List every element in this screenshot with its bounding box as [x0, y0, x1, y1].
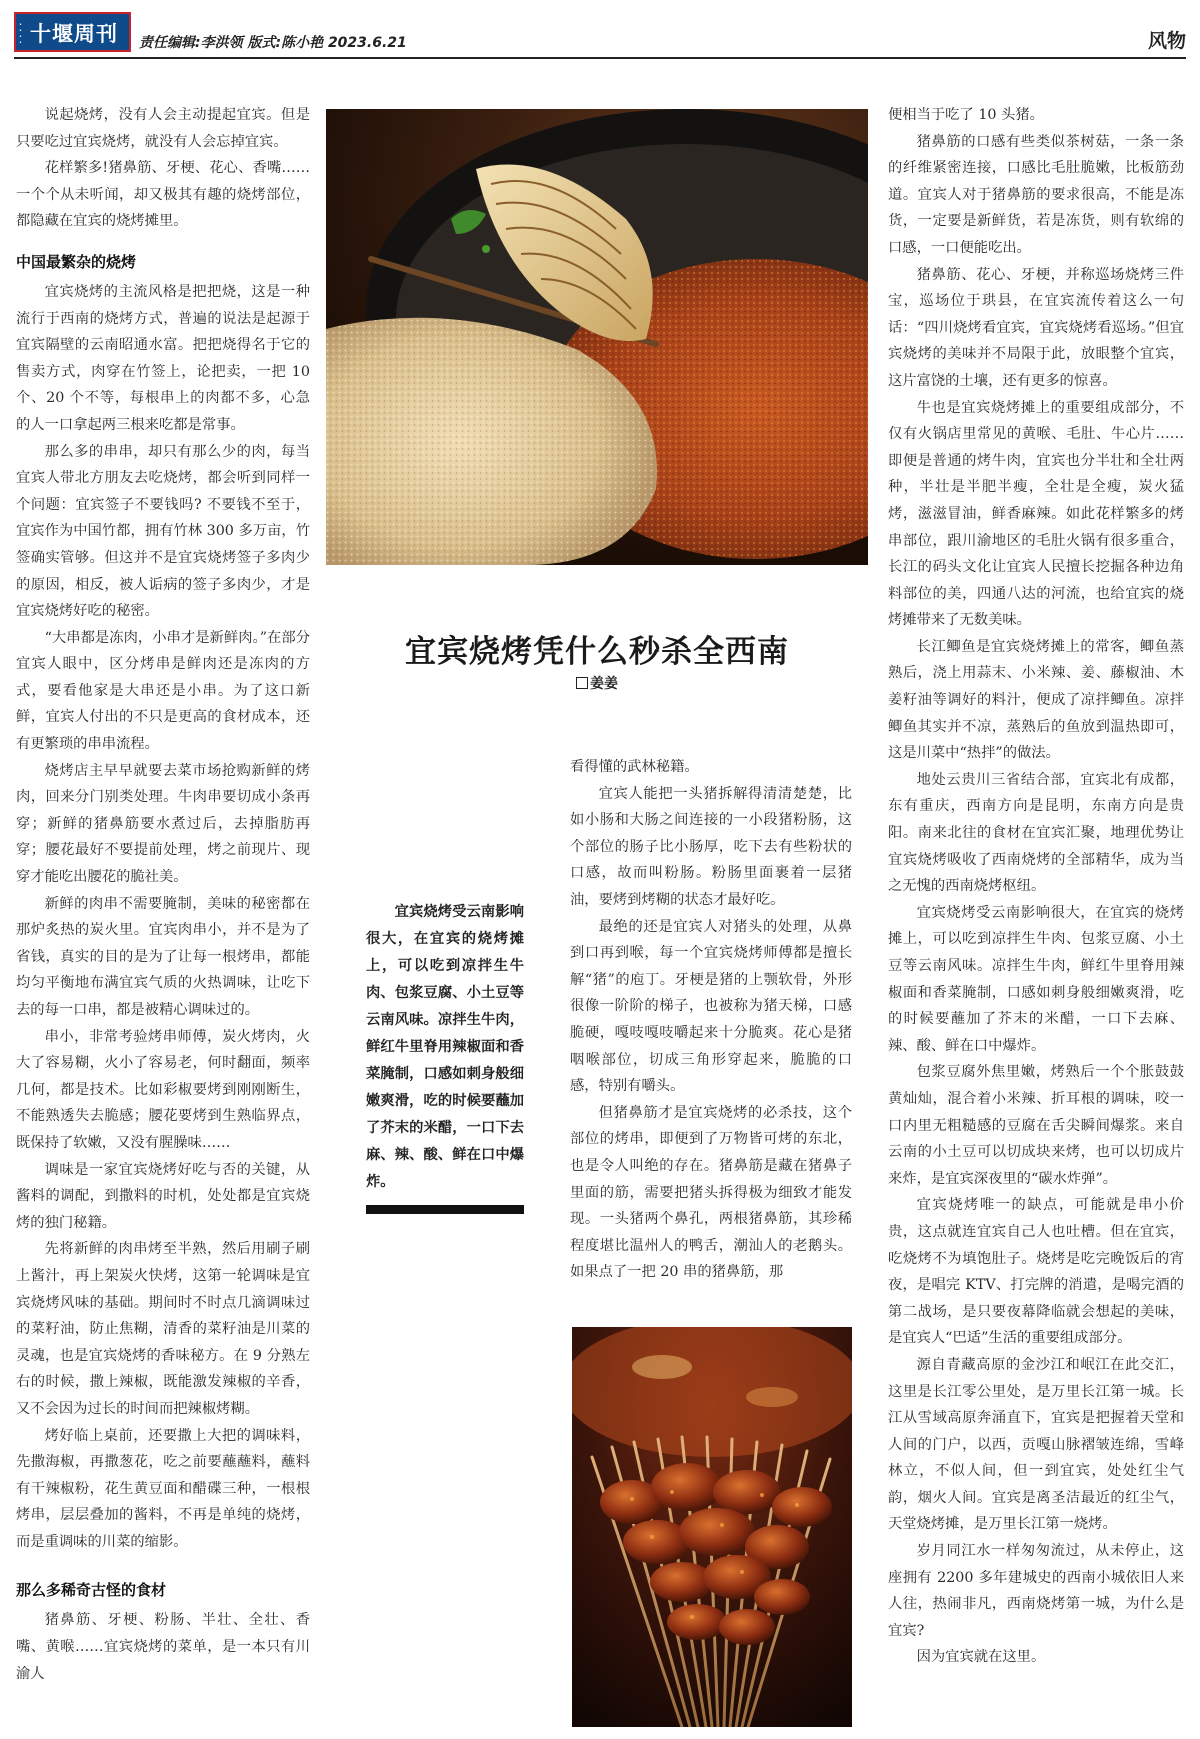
- paragraph: 猪鼻筋、花心、牙梗，并称巡场烧烤三件宝，巡场位于珙县，在宜宾流传着这么一句话：“四川烧烤看宜宾，宜宾烧烤看巡场。”但宜宾烧烤的美味并不局限于此，放眼整个宜宾，这片富饶的土壤，还有更多的惊喜。: [888, 266, 1184, 389]
- skewer-in-chili-powder-photo: [326, 109, 868, 565]
- byline: [326, 673, 868, 693]
- masthead-rule: [14, 57, 1186, 59]
- author-name: 姜姜: [590, 676, 618, 692]
- paragraph: 长江鲫鱼是宜宾烧烤摊上的常客，鲫鱼蒸熟后，浇上用蒜末、小米辣、姜、藤椒油、木姜籽油等调好的料汁，便成了凉拌鲫鱼。凉拌鲫鱼其实并不凉，蒸熟后的鱼放到温热即可，这是川菜中“热拌”的做法。: [888, 638, 1184, 762]
- paragraph: 猪鼻筋、牙梗、粉肠、半壮、全壮、香嘴、黄喉……宜宾烧烤的菜单，是一本只有川渝人: [16, 1612, 310, 1682]
- newspaper-logo: [14, 12, 131, 52]
- paragraph: 说起烧烤，没有人会主动提起宜宾。但是只要吃过宜宾烧烤，就没有人会忘掉宜宾。: [16, 107, 310, 150]
- paragraph: 便相当于吃了 10 头猪。: [888, 107, 1044, 123]
- paragraph: 牛也是宜宾烧烤摊上的重要组成部分，不仅有火锅店里常见的黄喉、毛肚、牛心片……即便是普通的烤牛肉，宜宾也分半壮和全壮两种，半壮是半肥半瘦，全壮是全瘦，炭火猛烤，滋滋冒油，鲜香麻辣。如此花样繁多的烤串部位，跟川渝地区的毛肚火锅有很多重合，长江的码头文化让宜宾人民擅长挖掘各种边角料部位的美，四通八达的河流，也给宜宾的烧烤摊带来了无数美味。: [888, 399, 1184, 629]
- column-3: [570, 754, 852, 1314]
- paragraph: 调味是一家宜宾烧烤好吃与否的关键，从酱料的调配，到撒料的时机，处处都是宜宾烧烤的独门秘籍。: [16, 1161, 310, 1231]
- paragraph: 包浆豆腐外焦里嫩，烤熟后一个个胀鼓鼓黄灿灿，混合着小米辣、折耳根的调味，咬一口内里无粗糙感的豆腐在舌尖瞬间爆浆。来自云南的小土豆可以切成块来烤，也可以切成片来炸，是宜宾深夜里的“碳水炸弹”。: [888, 1064, 1184, 1187]
- byline-box-icon: [576, 677, 588, 689]
- paragraph: 先将新鲜的肉串烤至半熟，然后用刷子刷上酱汁，再上架炭火快烤，这第一轮调味是宜宾烧烤风味的基础。期间时不时点几滴调味过的菜籽油，防止焦糊，清香的菜籽油是川菜的灵魂，也是宜宾烧烤的香味秘方。在 9 分熟左右的时候，撒上辣椒，既能激发辣椒的辛香，又不会因为过长的时间而把辣椒烤糊。: [16, 1241, 310, 1417]
- subheading: 中国最繁杂的烧烤: [16, 252, 137, 271]
- logo-text: 十堰周刊: [30, 22, 118, 46]
- paragraph: 最绝的还是宜宾人对猪头的处理，从鼻到口再到喉，每一个宜宾烧烤师傅都是擅长解“猪”的庖丁。牙梗是猪的上颚软骨，外形很像一阶阶的梯子，也被称为猪天梯，口感脆硬，嘎吱嘎吱嚼起来十分脆爽。花心是猪咽喉部位，切成三角形穿起来，脆脆的口感，特别有嚼头。: [570, 918, 852, 1095]
- masthead: [14, 10, 1186, 60]
- column-4: [888, 102, 1184, 1734]
- paragraph: 烤好临上桌前，还要撒上大把的调味料，先撒海椒，再撒葱花，吃之前要蘸蘸料，蘸料有干辣椒粉，花生黄豆面和醋碟三种，一根根烤串，层层叠加的酱料，不再是单纯的烧烤，而是重调味的川菜的缩影。: [16, 1427, 310, 1550]
- paragraph: 看得懂的武林秘籍。: [570, 759, 699, 775]
- paragraph: 猪鼻筋的口感有些类似茶树菇，一条一条的纤维紧密连接，口感比毛肚脆嫩，比板筋劲道。宜宾人对于猪鼻筋的要求很高，不能是冻货，一定要是新鲜货，若是冻货，则有软绵的口感，一口便能吃出。: [888, 133, 1184, 256]
- paragraph: 地处云贵川三省结合部，宜宾北有成都，东有重庆，西南方向是昆明，东南方向是贵阳。南来北往的食材在宜宾汇聚，地理优势让宜宾烧烤吸收了西南烧烤的全部精华，成为当之无愧的西南烧烤枢纽。: [888, 771, 1184, 895]
- column-1: [16, 102, 310, 1734]
- paragraph: 源自青藏高原的金沙江和岷江在此交汇，这里是长江零公里处，是万里长江第一城。长江从雪域高原奔涌直下，宜宾是把握着天堂和人间的门户，以西，贡嘎山脉褶皱连绵，雪峰林立，不似人间，但一到宜宾，处处红尘气韵，烟火人间。宜宾是离圣洁最近的红尘气，天堂烧烤摊，是万里长江第一烧烤。: [888, 1356, 1184, 1533]
- paragraph: 宜宾烧烤唯一的缺点，可能就是串小价贵，这点就连宜宾自己人也吐槽。但在宜宾，吃烧烤不为填饱肚子。烧烤是吃完晚饭后的宵夜，是唱完 KTV、打完牌的消遣，是喝完酒的第二战场，是只要夜幕降临就会想起的美味，是宜宾人“巴适”生活的重要组成部分。: [888, 1197, 1184, 1347]
- editor-credits: 责任编辑:李洪领 版式:陈小艳 2023.6.21: [139, 35, 407, 51]
- pull-quote-bar: [366, 1205, 524, 1214]
- paragraph: 烧烤店主早早就要去菜市场抢购新鲜的烤肉，回来分门别类处理。牛肉串要切成小条再穿；新鲜的猪鼻筋要水煮过后，去掉脂肪再穿；腰花最好不要提前处理，烤之前现片、现穿才能吃出腰花的脆社美。: [16, 762, 310, 886]
- paragraph: 串小，非常考验烤串师傅，炭火烤肉，火大了容易糊，火小了容易老，何时翻面，频率几何，都是技术。比如彩椒要烤到刚刚断生，不能熟透失去脆感；腰花要烤到生熟临界点，既保持了软嫩，又没有腥臊味……: [16, 1028, 310, 1151]
- subheading: 那么多稀奇古怪的食材: [16, 1581, 167, 1600]
- paragraph: 宜宾人能把一头猪拆解得清清楚楚，比如小肠和大肠之间连接的一小段猪粉肠，这个部位的肠子比小肠厚，吃下去有些粉状的口感，故而叫粉肠。粉肠里面裹着一层猪油，要烤到烤糊的状态才最好吃。: [570, 785, 852, 908]
- logo-dots-icon: • • • •: [19, 22, 22, 46]
- paragraph: 花样繁多!猪鼻筋、牙梗、花心、香嘴……一个个从未听闻，却又极其有趣的烧烤部位，都隐藏在宜宾的烧烤摊里。: [16, 160, 310, 230]
- paragraph: 那么多的串串，却只有那么少的肉，每当宜宾人带北方朋友去吃烧烤，都会听到同样一个问题：宜宾签子不要钱吗? 不要钱不至于，宜宾作为中国竹都，拥有竹林 300 多万亩，竹签确实管够。但这并不是宜宾烧烤签子多肉少的原因，相反，被人诟病的签子多肉少，才是宜宾烧烤好吃的秘密。: [16, 443, 310, 620]
- paragraph: 宜宾烧烤的主流风格是把把烧，这是一种流行于西南的烧烤方式，普遍的说法是起源于宜宾隔壁的云南昭通水富。把把烧得名于它的售卖方式，肉穿在竹签上，论把卖，一把 10 个、20 个不等，每根串上的肉都不多，心急的人一口拿起两三根来吃都是常事。: [16, 283, 310, 433]
- grilled-skewers-bundle-photo: [572, 1327, 852, 1727]
- paragraph: 宜宾烧烤受云南影响很大，在宜宾的烧烤摊上，可以吃到凉拌生牛肉、包浆豆腐、小土豆等云南风味。凉拌生牛肉，鲜红牛里脊用辣椒面和香菜腌制，口感如刺身般细嫩爽滑，吃的时候要蘸加了芥末的米醋，一口下去麻、辣、酸、鲜在口中爆炸。: [888, 904, 1184, 1054]
- paragraph: 因为宜宾就在这里。: [916, 1649, 1046, 1666]
- pull-quote: [366, 899, 524, 1196]
- pull-quote-text: 宜宾烧烤受云南影响很大，在宜宾的烧烤摊上，可以吃到凉拌生牛肉、包浆豆腐、小土豆等云南风味。凉拌生牛肉，鲜红牛里脊用辣椒面和香菜腌制，口感如刺身般细嫩爽滑，吃的时候要蘸加了芥末的米醋，一口下去麻、辣、酸、鲜在口中爆炸。: [366, 904, 524, 1190]
- paragraph: 新鲜的肉串不需要腌制，美味的秘密都在那炉炙热的炭火里。宜宾肉串小，并不是为了省钱，真实的目的是为了让每一根烤串，都能均匀平衡地布满宜宾气质的火热调味，让吃下去的每一口串，都是被精心调味过的。: [16, 895, 310, 1018]
- paragraph: 但猪鼻筋才是宜宾烧烤的必杀技，这个部位的烤串，即便到了万物皆可烤的东北，也是令人叫绝的存在。猪鼻筋是藏在猪鼻子里面的筋，需要把猪头拆得极为细致才能发现。一头猪两个鼻孔，两根猪鼻筋，其珍稀程度堪比温州人的鸭舌，潮汕人的老鹅头。如果点了一把 20 串的猪鼻筋，那: [570, 1104, 852, 1281]
- paragraph: 岁月同江水一样匆匆流过，从未停止，这座拥有 2200 多年建城史的西南小城依旧人来人往，热闹非凡，西南烧烤第一城，为什么是宜宾?: [888, 1543, 1184, 1639]
- paragraph: “大串都是冻肉，小串才是新鲜肉。”在部分宜宾人眼中，区分烤串是鲜肉还是冻肉的方式，要看他家是大串还是小串。为了这口新鲜，宜宾人付出的不只是更高的食材成本，还有更繁琐的串串流程。: [16, 629, 310, 753]
- section-name: 风物: [1147, 30, 1186, 52]
- article-title: 宜宾烧烤凭什么秒杀全西南: [405, 634, 789, 670]
